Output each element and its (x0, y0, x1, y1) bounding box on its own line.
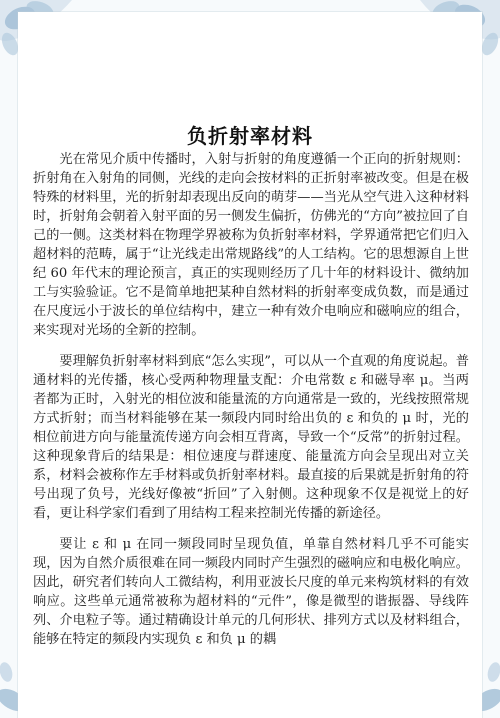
paragraph-2: 要理解负折射率材料到底“怎么实现”，可以从一个直观的角度说起。普通材料的光传播，核心受两种物理量支配：介电常数 ε 和磁导率 μ。当两者都为正时，入射光的相位波和能量流的方向通常是一致的，光线按照常规方式折射；而当材料能够在某一频段内同时给出负的 ε 和负的 μ 时，光的相位前进方向与能量流传递方向会相互背离，导致一个“反常”的折射过程。这种现象背后的结果是：相位速度与群速度、能量流方向会呈现出对立关系，材料会被称作左手材料或负折射率材料。最直接的后果就是折射角的符号出现了负号，光线好像被“折回”了入射侧。这种现象不仅是视觉上的好看，更让科学家们看到了用结构工程来控制光传播的新途径。 (33, 354, 469, 521)
paragraph-3: 要让 ε 和 μ 在同一频段同时呈现负值，单靠自然材料几乎不可能实现，因为自然介质很难在同一频段内同时产生强烈的磁响应和电极化响应。因此，研究者们转向人工微结构，利用亚波长尺度的单元来构筑材料的有效响应。这些单元通常被称为超材料的“元件”，像是微型的谐振器、导线阵列、介电粒子等。通过精确设计单元的几何形状、排列方式以及材料组合，能够在特定的频段内实现负 ε 和负 μ 的耦 (33, 537, 469, 647)
document-body (33, 150, 469, 661)
document-title: 负折射率材料 (187, 124, 313, 148)
paragraph-1: 光在常见介质中传播时，入射与折射的角度遵循一个正向的折射规则：折射角在入射角的同侧，光线的走向会按材料的正折射率被改变。但是在极特殊的材料里，光的折射却表现出反向的萌芽——当光从空气进入这种材料时，折射角会朝着入射平面的另一侧发生偏折，仿佛光的“方向”被拉回了自己的一侧。这类材料在物理学界被称为负折射率材料，学界通常把它们归入超材料的范畴，属于“让光线走出常规路线”的人工结构。它的思想源自上世纪 60 年代末的理论预言，真正的实现则经历了几十年的材料设计、微纳加工与实验验证。它不是简单地把某种自然材料的折射率变成负数，而是通过在尺度远小于波长的单位结构中，建立一种有效介电响应和磁响应的组合，来实现对光场的全新的控制。 (33, 152, 469, 338)
